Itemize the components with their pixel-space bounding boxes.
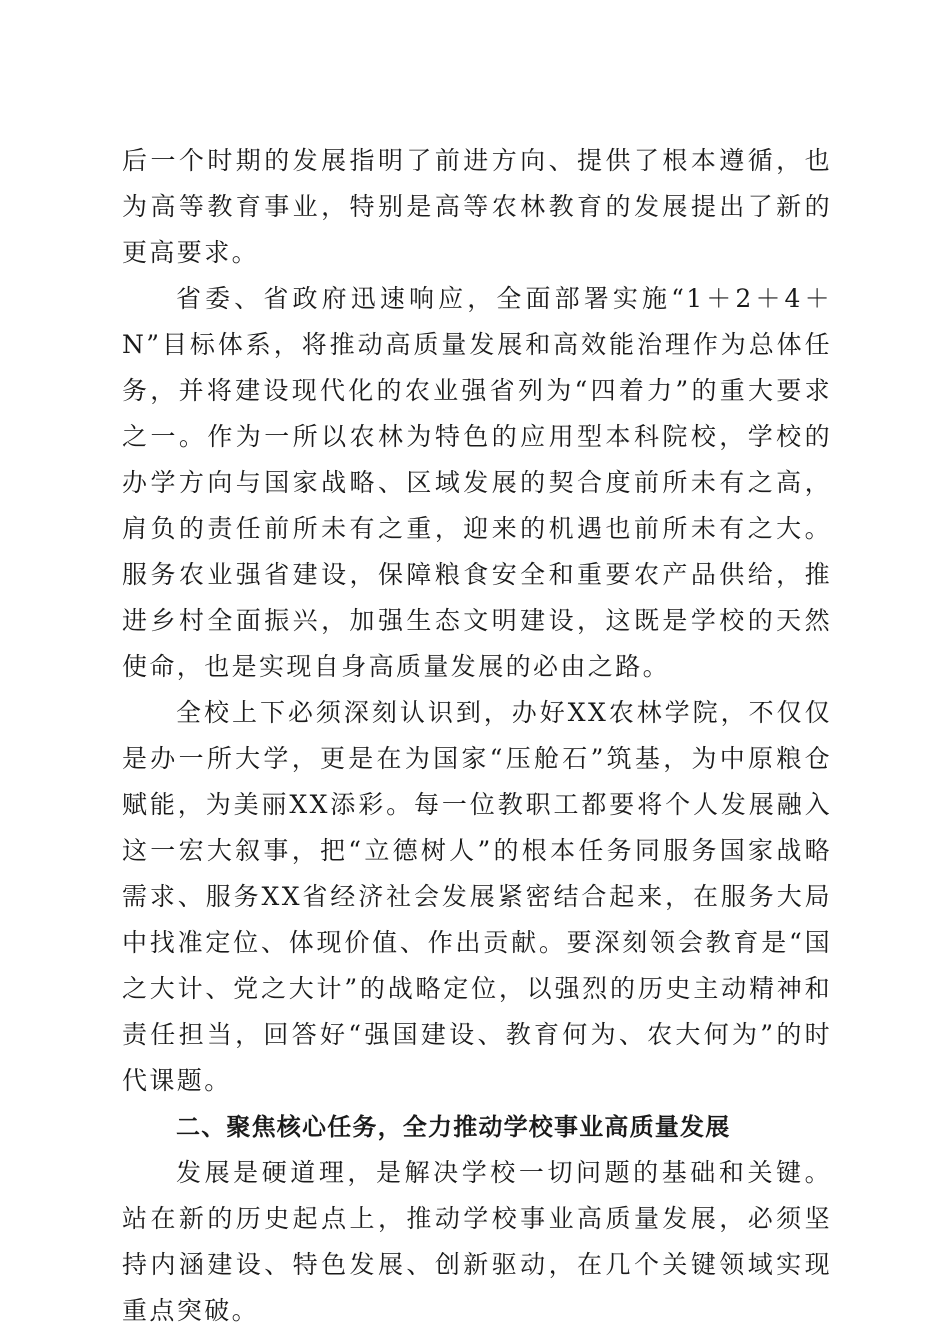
paragraph-development: 发展是硬道理，是解决学校一切问题的基础和关键。站在新的历史起点上，推动学校事业高质量发展，必须坚持内涵建设、特色发展、创新驱动，在几个关键领域实现重点突破。 (122, 1158, 832, 1325)
section-heading: 二、聚焦核心任务，全力推动学校事业高质量发展 (176, 1113, 731, 1141)
document-body (122, 138, 832, 1334)
paragraph-provincial-response: 省委、省政府迅速响应，全面部署实施“1＋2＋4＋N”目标体系，将推动高质量发展和高效能治理作为总体任务，并将建设现代化的农业强省列为“四着力”的重大要求之一。作为一所以农林为特色的应用型本科院校，学校的办学方向与国家战略、区域发展的契合度前所未有之高，肩负的责任前所未有之重，迎来的机遇也前所未有之大。服务农业强省建设，保障粮食安全和重要农产品供给，推进乡村全面振兴，加强生态文明建设，这既是学校的天然使命，也是实现自身高质量发展的必由之路。 (122, 284, 832, 681)
paragraph-continuation: 后一个时期的发展指明了前进方向、提供了根本遵循，也为高等教育事业，特别是高等农林教育的发展提出了新的更高要求。 (122, 146, 832, 267)
paragraph-school-mission: 全校上下必须深刻认识到，办好XX农林学院，不仅仅是办一所大学，更是在为国家“压舱石”筑基，为中原粮仓赋能，为美丽XX添彩。每一位教职工都要将个人发展融入这一宏大叙事，把“立德树人”的根本任务同服务国家战略需求、服务XX省经济社会发展紧密结合起来，在服务大局中找准定位、体现价值、作出贡献。要深刻领会教育是“国之大计、党之大计”的战略定位，以强烈的历史主动精神和责任担当，回答好“强国建设、教育何为、农大何为”的时代课题。 (122, 698, 832, 1095)
